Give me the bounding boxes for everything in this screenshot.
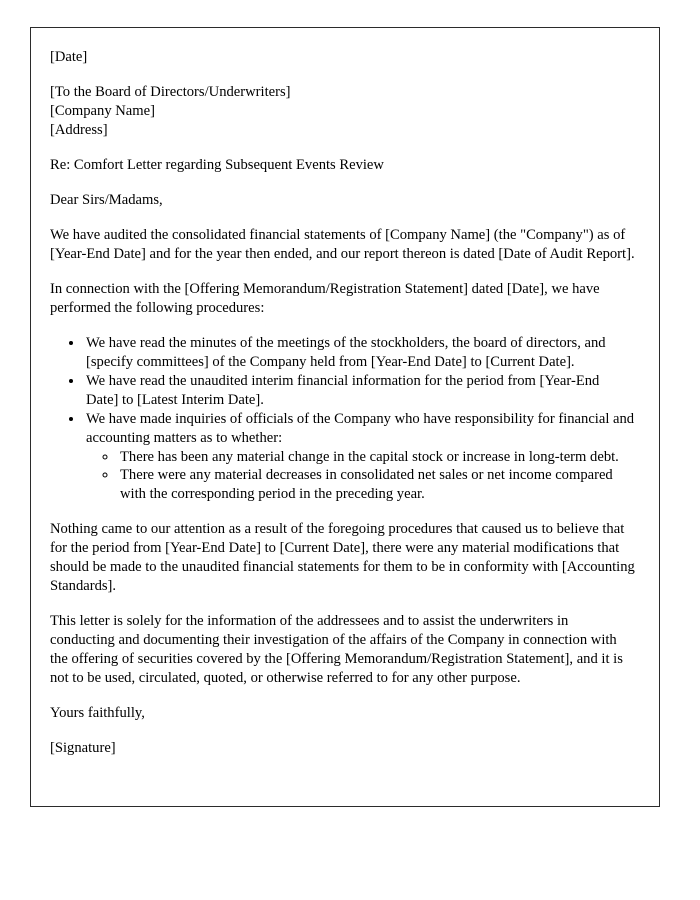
list-item: • We have read the unaudited interim financial information for the period from [Year-End Date] to [Latest Interim Date]. bbox=[84, 372, 635, 410]
letter-body bbox=[50, 48, 635, 758]
paragraph-solely: This letter is solely for the information of the addressees and to assist the underwriters in conducting and documenting their investigation of the affairs of the Company in connection with the offering of securities covered by the [Offering Memorandum/Registration Statement], and it is not to be used, circulated, quoted, or otherwise referred to for any other purpose. bbox=[50, 613, 623, 687]
paragraph-procedures-intro: In connection with the [Offering Memorandum/Registration Statement] dated [Date], we have performed the following procedures: bbox=[50, 280, 600, 316]
paragraph-nothing-came: Nothing came to our attention as a result of the foregoing procedures that caused us to believe that for the period from [Year-End Date] to [Current Date], there were any material modifications that should be made to the unaudited financial statements for them to be in conformity with [Accounting Standards]. bbox=[50, 521, 635, 595]
recipient-line-3: [Address] bbox=[50, 121, 108, 138]
paragraph-audit: We have audited the consolidated financial statements of [Company Name] (the "Company") as of [Year-End Date] and for the year then ended, and our report thereon is dated [Date of Audit Report]. bbox=[50, 226, 635, 262]
signature: [Signature] bbox=[50, 740, 116, 757]
list-item bbox=[84, 410, 635, 505]
inquiries-list bbox=[86, 448, 635, 505]
subject-line: Re: Comfort Letter regarding Subsequent Events Review bbox=[50, 156, 384, 173]
closing: Yours faithfully, bbox=[50, 705, 145, 722]
list-item: ◦ There were any material decreases in consolidated net sales or net income compared with the corresponding period in the preceding year. bbox=[118, 466, 635, 504]
list-item-text: We have made inquiries of officials of the Company who have responsibility for financial and accounting matters as to whether: bbox=[86, 410, 635, 446]
list-item: ◦ There has been any material change in the capital stock or increase in long-term debt. bbox=[118, 448, 635, 467]
recipient-line-1: [To the Board of Directors/Underwriters] bbox=[50, 83, 291, 100]
list-item: • We have read the minutes of the meetings of the stockholders, the board of directors, and [specify committees] of the Company held from [Year-End Date] to [Current Date]. bbox=[84, 334, 635, 372]
date-line: [Date] bbox=[50, 49, 88, 65]
procedures-list bbox=[50, 334, 635, 505]
recipient-line-2: [Company Name] bbox=[50, 102, 155, 119]
document-frame bbox=[30, 27, 660, 807]
salutation: Dear Sirs/Madams, bbox=[50, 191, 163, 208]
